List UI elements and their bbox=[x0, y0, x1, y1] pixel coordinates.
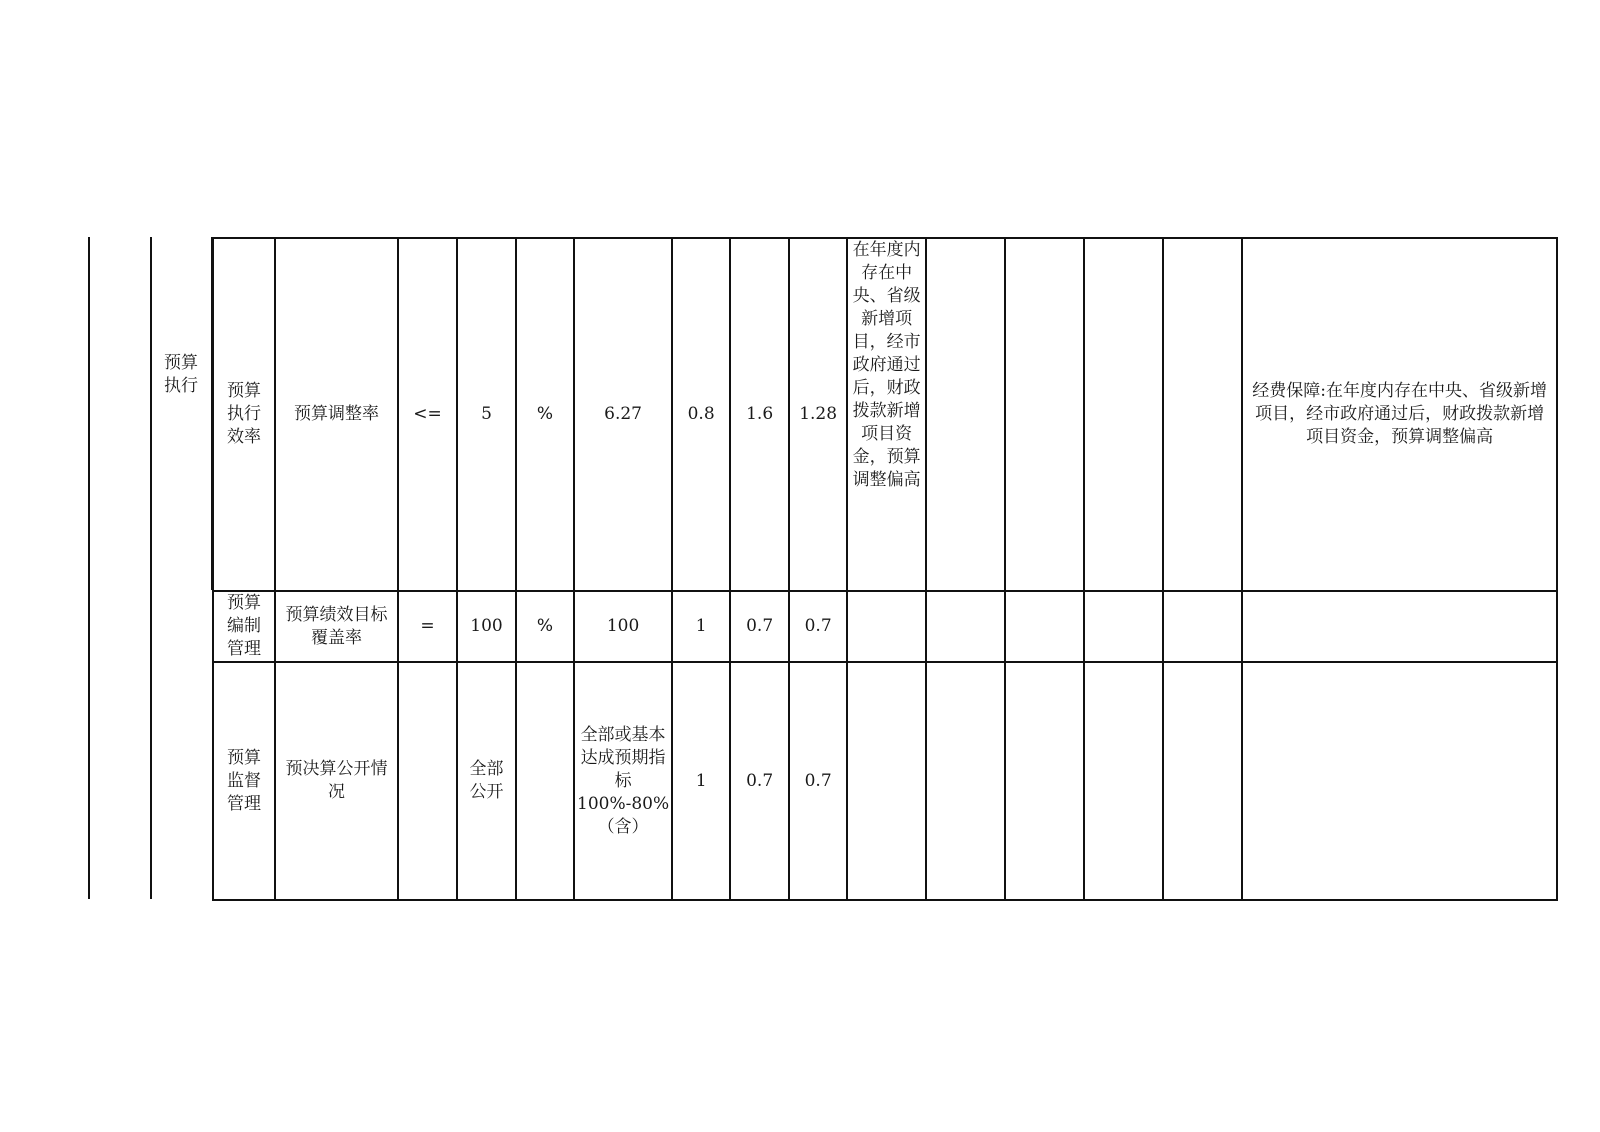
weight: 1 bbox=[672, 662, 730, 900]
empty-cell bbox=[1005, 662, 1084, 900]
empty-cell bbox=[1005, 238, 1084, 591]
table-row bbox=[213, 238, 1557, 591]
target-value: 全部公开 bbox=[457, 662, 516, 900]
unit: % bbox=[516, 591, 574, 662]
table-row bbox=[213, 662, 1557, 900]
category-label: 预算执行 bbox=[164, 353, 198, 396]
empty-cell bbox=[1163, 662, 1242, 900]
weight: 1 bbox=[672, 591, 730, 662]
operator: <= bbox=[398, 238, 457, 591]
indicator-name: 预算绩效目标覆盖率 bbox=[275, 591, 398, 662]
score-b: 0.7 bbox=[789, 591, 847, 662]
table-row bbox=[213, 591, 1557, 662]
empty-cell bbox=[926, 591, 1005, 662]
secondary-indicator: 预算执行效率 bbox=[213, 238, 275, 591]
operator: = bbox=[398, 591, 457, 662]
empty-cell bbox=[1084, 591, 1163, 662]
actual-value: 100 bbox=[574, 591, 672, 662]
performance-indicator-table bbox=[212, 237, 1558, 901]
left-border-line-2 bbox=[150, 237, 152, 899]
indicator-name: 预决算公开情况 bbox=[275, 662, 398, 900]
empty-cell bbox=[1005, 591, 1084, 662]
weight: 0.8 bbox=[672, 238, 730, 591]
unit: % bbox=[516, 238, 574, 591]
unit bbox=[516, 662, 574, 900]
deviation-explanation: 在年度内存在中央、省级新增项目，经市政府通过后，财政拨款新增项目资金，预算调整偏高 bbox=[847, 238, 926, 591]
score-b: 0.7 bbox=[789, 662, 847, 900]
deviation-explanation bbox=[847, 591, 926, 662]
deviation-explanation bbox=[847, 662, 926, 900]
empty-cell bbox=[1163, 591, 1242, 662]
actual-value: 6.27 bbox=[574, 238, 672, 591]
empty-cell bbox=[1163, 238, 1242, 591]
score-b: 1.28 bbox=[789, 238, 847, 591]
empty-cell bbox=[926, 238, 1005, 591]
empty-cell bbox=[926, 662, 1005, 900]
target-value: 5 bbox=[457, 238, 516, 591]
score-a: 0.7 bbox=[730, 591, 789, 662]
score-a: 0.7 bbox=[730, 662, 789, 900]
remark bbox=[1242, 662, 1557, 900]
secondary-indicator: 预算编制管理 bbox=[213, 591, 275, 662]
indicator-name: 预算调整率 bbox=[275, 238, 398, 591]
score-a: 1.6 bbox=[730, 238, 789, 591]
secondary-indicator: 预算监督管理 bbox=[213, 662, 275, 900]
target-value: 100 bbox=[457, 591, 516, 662]
remark: 经费保障:在年度内存在中央、省级新增项目，经市政府通过后，财政拨款新增项目资金，预算调整偏高 bbox=[1242, 238, 1557, 591]
empty-cell bbox=[1084, 238, 1163, 591]
actual-value: 全部或基本达成预期指标100%-80%（含） bbox=[574, 662, 672, 900]
left-border-line-1 bbox=[88, 237, 90, 899]
empty-cell bbox=[1084, 662, 1163, 900]
remark bbox=[1242, 591, 1557, 662]
operator bbox=[398, 662, 457, 900]
